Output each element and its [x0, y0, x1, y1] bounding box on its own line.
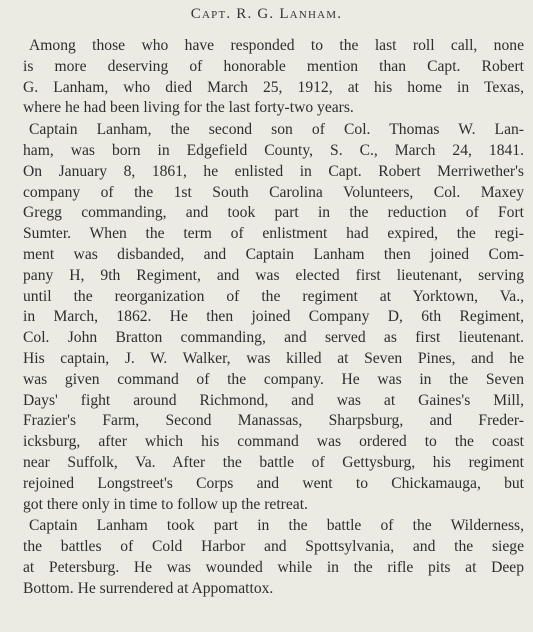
text-line: icksburg, after which his command was ordered to the coast: [23, 433, 524, 451]
text-line: was given command of the company. He was in the Seven: [23, 370, 524, 388]
text-line: G. Lanham, who died March 25, 1912, at his home in Texas,: [23, 78, 524, 96]
text-line: Among those who have responded to the last roll call, none: [29, 37, 524, 54]
text-line: Gregg commanding, and took part in the reduction of Fort: [23, 204, 524, 222]
text-line: Days' fight around Richmond, and was at Gaines's Mill,: [23, 391, 524, 409]
paragraph-2: [0, 120, 533, 515]
text-line: near Suffolk, Va. After the battle of Gettysburg, his regiment: [23, 453, 524, 471]
text-line: is more deserving of honorable mention than Capt. Robert: [23, 57, 524, 75]
text-line: company of the 1st South Carolina Volunteers, Col. Maxey: [23, 183, 524, 201]
text-line: ment was disbanded, and Captain Lanham then joined Com-: [23, 245, 524, 263]
text-line: Frazier's Farm, Second Manassas, Sharpsburg, and Freder-: [23, 412, 524, 430]
page-heading: Capt. R. G. Lanham.: [190, 6, 343, 22]
text-line: Captain Lanham, the second son of Col. Thomas W. Lan-: [29, 121, 524, 139]
paragraph-1: [0, 36, 533, 119]
text-line: Bottom. He surrendered at Appomattox.: [23, 579, 274, 597]
text-line: rejoined Longstreet's Corps and went to Chickamauga, but: [23, 474, 524, 492]
text-line: His captain, J. W. Walker, was killed at Seven Pines, and he: [23, 349, 524, 367]
text-line: ham, was born in Edgefield County, S. C., March 24, 1841.: [23, 141, 524, 159]
text-line: On January 8, 1861, he enlisted in Capt. Robert Merriwether's: [23, 162, 524, 180]
text-line: where he had been living for the last forty-two years.: [23, 99, 354, 117]
text-line: in March, 1862. He then joined Company D, 6th Regiment,: [23, 308, 524, 326]
article-body: [0, 36, 533, 600]
text-line: Sumter. When the term of enlistment had expired, the regi-: [23, 225, 524, 243]
text-line: pany H, 9th Regiment, and was elected first lieutenant, serving: [23, 266, 524, 284]
text-line: Captain Lanham took part in the battle of the Wilderness,: [29, 517, 524, 535]
text-line: at Petersburg. He was wounded while in the rifle pits at Deep: [23, 558, 524, 576]
text-line: got there only in time to follow up the retreat.: [23, 495, 308, 513]
text-line: Col. John Bratton commanding, and served as first lieutenant.: [23, 329, 524, 347]
paragraph-3: [0, 516, 533, 599]
text-line: until the reorganization of the regiment at Yorktown, Va.,: [23, 287, 524, 305]
text-line: the battles of Cold Harbor and Spottsylvania, and the siege: [23, 538, 524, 556]
